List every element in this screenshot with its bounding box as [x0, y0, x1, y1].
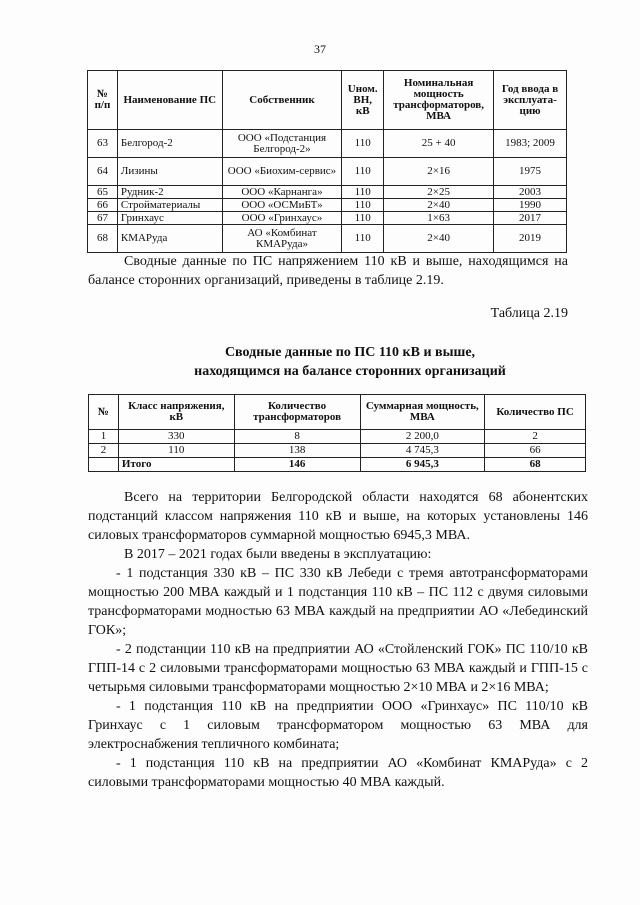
cell-count: 138 — [234, 444, 360, 458]
body-paragraph: В 2017 – 2021 годах были введены в эксплуатацию: — [124, 547, 432, 562]
table-header-row — [89, 395, 586, 430]
cell-year: 1983; 2009 — [494, 130, 567, 158]
cell-num: 65 — [88, 186, 118, 199]
cell-name: Стройматериалы — [117, 199, 222, 212]
cell-num: 66 — [88, 199, 118, 212]
col-header-power: Номинальная мощность трансформаторов, МВА — [384, 71, 494, 130]
cell-num: 64 — [88, 158, 118, 186]
cell-num: 63 — [88, 130, 118, 158]
cell-owner: ООО «Гринхаус» — [222, 212, 342, 225]
cell-year: 2019 — [494, 225, 567, 253]
cell-voltage: 110 — [342, 186, 384, 199]
cell-name: Рудник-2 — [117, 186, 222, 199]
cell-voltage: 110 — [342, 212, 384, 225]
col-header-num: № п/п — [88, 71, 118, 130]
table-row — [88, 212, 567, 225]
cell-power: 2 200,0 — [360, 430, 485, 444]
cell-power: 2×40 — [384, 225, 494, 253]
body-paragraph: Всего на территории Белгородской области находятся 68 абонентских подстанций классом напряжения 110 кВ и выше, на которых установлены 146 силовых трансформаторов суммарной мощностью 6945,3 МВА. — [88, 490, 588, 543]
cell-total-count: 146 — [234, 458, 360, 472]
col-header-ps-count: Количество ПС — [485, 395, 586, 430]
cell-num: 1 — [89, 430, 119, 444]
cell-owner: ООО «Биохим-сервис» — [222, 158, 342, 186]
cell-name: Лизины — [117, 158, 222, 186]
list-item: - 1 подстанция 110 кВ на предприятии АО «Комбинат КМАРуда» с 2 силовыми трансформаторами мощностью 40 МВА каждый. — [88, 756, 588, 790]
table-row — [88, 130, 567, 158]
cell-year: 2017 — [494, 212, 567, 225]
table-row — [88, 225, 567, 253]
cell-owner: ООО «Карнанга» — [222, 186, 342, 199]
cell-name: Белгород-2 — [117, 130, 222, 158]
col-header-voltage: Uном. ВН, кВ — [342, 71, 384, 130]
table-row — [88, 199, 567, 212]
list-item: - 2 подстанции 110 кВ на предприятии АО «Стойленский ГОК» ПС 110/10 кВ ГПП-14 с 2 силовыми трансформаторами мощностью 63 МВА каждый и ГПП-15 с четырьмя силовыми трансформаторами мощностью 2×10 МВА и 2×16 МВА; — [88, 642, 588, 695]
table-row — [88, 158, 567, 186]
cell-power: 4 745,3 — [360, 444, 485, 458]
cell-num: 2 — [89, 444, 119, 458]
cell-voltage: 110 — [342, 158, 384, 186]
cell-voltage: 110 — [342, 225, 384, 253]
cell-year: 1975 — [494, 158, 567, 186]
table-total-row — [89, 458, 586, 472]
cell-total-label: Итого — [118, 458, 234, 472]
col-header-num: № — [89, 395, 119, 430]
cell-num: 67 — [88, 212, 118, 225]
cell-ps: 2 — [485, 430, 586, 444]
col-header-name: Наименование ПС — [117, 71, 222, 130]
col-header-year: Год ввода в эксплуата-цию — [494, 71, 567, 130]
table-label: Таблица 2.19 — [490, 306, 568, 321]
cell-name: КМАРуда — [117, 225, 222, 253]
cell-num: 68 — [88, 225, 118, 253]
cell-owner: ООО «ОСМиБТ» — [222, 199, 342, 212]
cell-count: 8 — [234, 430, 360, 444]
table-title — [0, 343, 640, 381]
cell-voltage: 110 — [342, 199, 384, 212]
cell-year: 2003 — [494, 186, 567, 199]
cell-power: 2×25 — [384, 186, 494, 199]
list-item: - 1 подстанция 330 кВ – ПС 330 кВ Лебеди с тремя автотрансформаторами мощностью 200 МВА каждый и 1 подстанция 110 кВ – ПС 112 с двумя силовыми трансформаторами модностью 63 МВА каждый на предприятии АО «Лебединский ГОК»; — [88, 566, 588, 638]
cell-voltage: 110 — [118, 444, 234, 458]
table-row — [89, 430, 586, 444]
col-header-transformer-count: Количество трансформаторов — [234, 395, 360, 430]
cell-owner: АО «Комбинат КМАРуда» — [222, 225, 342, 253]
cell-total-power: 6 945,3 — [360, 458, 485, 472]
cell-voltage: 110 — [342, 130, 384, 158]
col-header-owner: Собственник — [222, 71, 342, 130]
col-header-total-power: Суммарная мощность, МВА — [360, 395, 485, 430]
summary-table — [88, 394, 586, 472]
table-header-row — [88, 71, 567, 130]
intro-paragraph: Сводные данные по ПС напряжением 110 кВ и выше, находящимся на балансе сторонних организаций, приведены в таблице 2.19. — [88, 254, 568, 288]
page-number: 37 — [314, 42, 326, 56]
cell-owner: ООО «Подстанция Белгород-2» — [222, 130, 342, 158]
table-row — [89, 444, 586, 458]
cell-voltage: 330 — [118, 430, 234, 444]
table-title-line1: Сводные данные по ПС 110 кВ и выше, — [224, 345, 476, 360]
cell-name: Гринхаус — [117, 212, 222, 225]
cell-power: 2×16 — [384, 158, 494, 186]
list-item: - 1 подстанция 110 кВ на предприятии ООО «Гринхаус» ПС 110/10 кВ Гринхаус с 1 силовым трансформатором мощностью 63 МВА для электроснабжения тепличного комбината; — [88, 699, 588, 752]
table-row — [88, 186, 567, 199]
cell-year: 1990 — [494, 199, 567, 212]
substations-table — [87, 70, 567, 253]
cell-num-empty — [89, 458, 119, 472]
cell-ps: 66 — [485, 444, 586, 458]
body-text — [88, 488, 588, 792]
col-header-voltage-class: Класс напряжения, кВ — [118, 395, 234, 430]
cell-total-ps: 68 — [485, 458, 586, 472]
cell-power: 2×40 — [384, 199, 494, 212]
cell-power: 25 + 40 — [384, 130, 494, 158]
cell-power: 1×63 — [384, 212, 494, 225]
table-title-line2: находящимся на балансе сторонних организаций — [194, 364, 506, 379]
